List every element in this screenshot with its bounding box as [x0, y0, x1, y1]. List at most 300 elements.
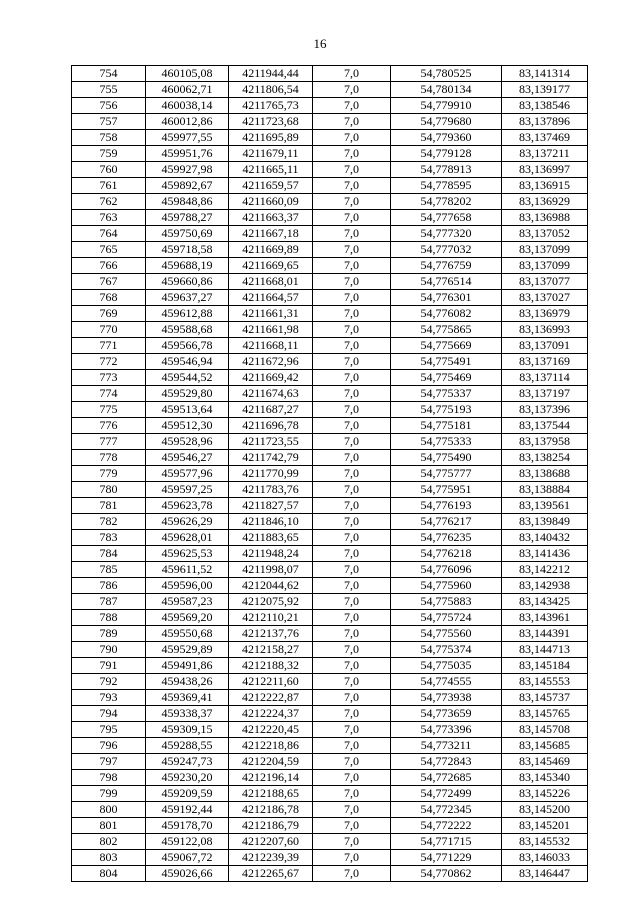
y-coordinate-cell: 4211668,01	[229, 274, 313, 290]
value-cell: 7,0	[313, 674, 391, 690]
x-coordinate-cell: 459596,00	[146, 578, 229, 594]
latitude-cell: 54,776217	[391, 514, 502, 530]
latitude-cell: 54,775951	[391, 482, 502, 498]
value-cell: 7,0	[313, 114, 391, 130]
latitude-cell: 54,775491	[391, 354, 502, 370]
point-number-cell: 755	[72, 82, 146, 98]
table-row	[72, 834, 588, 850]
value-cell: 7,0	[313, 226, 391, 242]
longitude-cell: 83,145184	[502, 658, 588, 674]
point-number-cell: 773	[72, 370, 146, 386]
latitude-cell: 54,776096	[391, 562, 502, 578]
latitude-cell: 54,775337	[391, 386, 502, 402]
longitude-cell: 83,146447	[502, 866, 588, 882]
table-row	[72, 610, 588, 626]
longitude-cell: 83,143425	[502, 594, 588, 610]
x-coordinate-cell: 459628,01	[146, 530, 229, 546]
x-coordinate-cell: 459528,96	[146, 434, 229, 450]
x-coordinate-cell: 459192,44	[146, 802, 229, 818]
value-cell: 7,0	[313, 162, 391, 178]
y-coordinate-cell: 4211827,57	[229, 498, 313, 514]
longitude-cell: 83,137396	[502, 402, 588, 418]
longitude-cell: 83,137197	[502, 386, 588, 402]
point-number-cell: 787	[72, 594, 146, 610]
point-number-cell: 785	[72, 562, 146, 578]
longitude-cell: 83,139561	[502, 498, 588, 514]
x-coordinate-cell: 459660,86	[146, 274, 229, 290]
y-coordinate-cell: 4211669,42	[229, 370, 313, 386]
table-row	[72, 674, 588, 690]
y-coordinate-cell: 4211723,68	[229, 114, 313, 130]
value-cell: 7,0	[313, 562, 391, 578]
value-cell: 7,0	[313, 130, 391, 146]
longitude-cell: 83,136997	[502, 162, 588, 178]
longitude-cell: 83,141436	[502, 546, 588, 562]
y-coordinate-cell: 4211770,99	[229, 466, 313, 482]
latitude-cell: 54,773211	[391, 738, 502, 754]
longitude-cell: 83,136993	[502, 322, 588, 338]
table-row	[72, 290, 588, 306]
x-coordinate-cell: 459587,23	[146, 594, 229, 610]
x-coordinate-cell: 459848,86	[146, 194, 229, 210]
table-row	[72, 146, 588, 162]
y-coordinate-cell: 4212265,67	[229, 866, 313, 882]
value-cell: 7,0	[313, 754, 391, 770]
latitude-cell: 54,779360	[391, 130, 502, 146]
latitude-cell: 54,775374	[391, 642, 502, 658]
table-row	[72, 114, 588, 130]
value-cell: 7,0	[313, 738, 391, 754]
table-row	[72, 642, 588, 658]
longitude-cell: 83,145685	[502, 738, 588, 754]
latitude-cell: 54,780134	[391, 82, 502, 98]
point-number-cell: 790	[72, 642, 146, 658]
latitude-cell: 54,772222	[391, 818, 502, 834]
point-number-cell: 803	[72, 850, 146, 866]
table-row	[72, 594, 588, 610]
x-coordinate-cell: 459612,88	[146, 306, 229, 322]
value-cell: 7,0	[313, 834, 391, 850]
y-coordinate-cell: 4211806,54	[229, 82, 313, 98]
table-row	[72, 258, 588, 274]
point-number-cell: 772	[72, 354, 146, 370]
latitude-cell: 54,773659	[391, 706, 502, 722]
point-number-cell: 766	[72, 258, 146, 274]
x-coordinate-cell: 459122,08	[146, 834, 229, 850]
table-row	[72, 514, 588, 530]
x-coordinate-cell: 459892,67	[146, 178, 229, 194]
y-coordinate-cell: 4212204,59	[229, 754, 313, 770]
longitude-cell: 83,146033	[502, 850, 588, 866]
value-cell: 7,0	[313, 626, 391, 642]
table-row	[72, 130, 588, 146]
value-cell: 7,0	[313, 658, 391, 674]
table-row	[72, 386, 588, 402]
x-coordinate-cell: 459544,52	[146, 370, 229, 386]
point-number-cell: 786	[72, 578, 146, 594]
table-row	[72, 466, 588, 482]
x-coordinate-cell: 459288,55	[146, 738, 229, 754]
table-row	[72, 242, 588, 258]
point-number-cell: 791	[72, 658, 146, 674]
longitude-cell: 83,137114	[502, 370, 588, 386]
y-coordinate-cell: 4211661,98	[229, 322, 313, 338]
longitude-cell: 83,137958	[502, 434, 588, 450]
latitude-cell: 54,773938	[391, 690, 502, 706]
value-cell: 7,0	[313, 386, 391, 402]
table-row	[72, 450, 588, 466]
y-coordinate-cell: 4211668,11	[229, 338, 313, 354]
point-number-cell: 777	[72, 434, 146, 450]
x-coordinate-cell: 459788,27	[146, 210, 229, 226]
table-row	[72, 402, 588, 418]
y-coordinate-cell: 4211672,96	[229, 354, 313, 370]
point-number-cell: 767	[72, 274, 146, 290]
x-coordinate-cell: 459626,29	[146, 514, 229, 530]
latitude-cell: 54,772843	[391, 754, 502, 770]
point-number-cell: 771	[72, 338, 146, 354]
longitude-cell: 83,137896	[502, 114, 588, 130]
latitude-cell: 54,776218	[391, 546, 502, 562]
y-coordinate-cell: 4212220,45	[229, 722, 313, 738]
y-coordinate-cell: 4212218,86	[229, 738, 313, 754]
latitude-cell: 54,775560	[391, 626, 502, 642]
x-coordinate-cell: 459688,19	[146, 258, 229, 274]
value-cell: 7,0	[313, 706, 391, 722]
table-row	[72, 498, 588, 514]
value-cell: 7,0	[313, 338, 391, 354]
longitude-cell: 83,137077	[502, 274, 588, 290]
x-coordinate-cell: 459550,68	[146, 626, 229, 642]
table-row	[72, 354, 588, 370]
x-coordinate-cell: 459577,96	[146, 466, 229, 482]
value-cell: 7,0	[313, 322, 391, 338]
table-row	[72, 434, 588, 450]
table-row	[72, 690, 588, 706]
latitude-cell: 54,778202	[391, 194, 502, 210]
x-coordinate-cell: 459569,20	[146, 610, 229, 626]
latitude-cell: 54,771715	[391, 834, 502, 850]
x-coordinate-cell: 460038,14	[146, 98, 229, 114]
point-number-cell: 783	[72, 530, 146, 546]
point-number-cell: 759	[72, 146, 146, 162]
value-cell: 7,0	[313, 594, 391, 610]
longitude-cell: 83,137544	[502, 418, 588, 434]
value-cell: 7,0	[313, 850, 391, 866]
longitude-cell: 83,137469	[502, 130, 588, 146]
latitude-cell: 54,776235	[391, 530, 502, 546]
point-number-cell: 769	[72, 306, 146, 322]
latitude-cell: 54,775193	[391, 402, 502, 418]
point-number-cell: 756	[72, 98, 146, 114]
table-row	[72, 370, 588, 386]
y-coordinate-cell: 4211742,79	[229, 450, 313, 466]
y-coordinate-cell: 4212196,14	[229, 770, 313, 786]
value-cell: 7,0	[313, 770, 391, 786]
value-cell: 7,0	[313, 690, 391, 706]
value-cell: 7,0	[313, 306, 391, 322]
point-number-cell: 792	[72, 674, 146, 690]
value-cell: 7,0	[313, 178, 391, 194]
longitude-cell: 83,138254	[502, 450, 588, 466]
longitude-cell: 83,137169	[502, 354, 588, 370]
table-row	[72, 818, 588, 834]
table-row	[72, 226, 588, 242]
x-coordinate-cell: 459067,72	[146, 850, 229, 866]
table-row	[72, 194, 588, 210]
x-coordinate-cell: 460012,86	[146, 114, 229, 130]
longitude-cell: 83,137099	[502, 242, 588, 258]
point-number-cell: 765	[72, 242, 146, 258]
longitude-cell: 83,145226	[502, 786, 588, 802]
table-row	[72, 178, 588, 194]
y-coordinate-cell: 4211669,89	[229, 242, 313, 258]
longitude-cell: 83,142212	[502, 562, 588, 578]
point-number-cell: 757	[72, 114, 146, 130]
latitude-cell: 54,777320	[391, 226, 502, 242]
y-coordinate-cell: 4212188,32	[229, 658, 313, 674]
x-coordinate-cell: 459529,80	[146, 386, 229, 402]
longitude-cell: 83,137211	[502, 146, 588, 162]
x-coordinate-cell: 459611,52	[146, 562, 229, 578]
longitude-cell: 83,138688	[502, 466, 588, 482]
x-coordinate-cell: 459546,94	[146, 354, 229, 370]
point-number-cell: 763	[72, 210, 146, 226]
value-cell: 7,0	[313, 258, 391, 274]
y-coordinate-cell: 4211696,78	[229, 418, 313, 434]
table-row	[72, 418, 588, 434]
point-number-cell: 788	[72, 610, 146, 626]
point-number-cell: 789	[72, 626, 146, 642]
table-row	[72, 562, 588, 578]
value-cell: 7,0	[313, 722, 391, 738]
x-coordinate-cell: 459623,78	[146, 498, 229, 514]
point-number-cell: 794	[72, 706, 146, 722]
y-coordinate-cell: 4212188,65	[229, 786, 313, 802]
y-coordinate-cell: 4212239,39	[229, 850, 313, 866]
point-number-cell: 802	[72, 834, 146, 850]
table-row	[72, 210, 588, 226]
value-cell: 7,0	[313, 242, 391, 258]
value-cell: 7,0	[313, 530, 391, 546]
x-coordinate-cell: 459588,68	[146, 322, 229, 338]
y-coordinate-cell: 4211687,27	[229, 402, 313, 418]
longitude-cell: 83,145708	[502, 722, 588, 738]
y-coordinate-cell: 4212158,27	[229, 642, 313, 658]
value-cell: 7,0	[313, 578, 391, 594]
longitude-cell: 83,138884	[502, 482, 588, 498]
longitude-cell: 83,136979	[502, 306, 588, 322]
point-number-cell: 799	[72, 786, 146, 802]
longitude-cell: 83,137091	[502, 338, 588, 354]
longitude-cell: 83,136915	[502, 178, 588, 194]
y-coordinate-cell: 4212186,79	[229, 818, 313, 834]
y-coordinate-cell: 4211944,44	[229, 66, 313, 82]
value-cell: 7,0	[313, 466, 391, 482]
y-coordinate-cell: 4212222,87	[229, 690, 313, 706]
value-cell: 7,0	[313, 210, 391, 226]
table-row	[72, 482, 588, 498]
y-coordinate-cell: 4211674,63	[229, 386, 313, 402]
point-number-cell: 796	[72, 738, 146, 754]
y-coordinate-cell: 4212207,60	[229, 834, 313, 850]
point-number-cell: 775	[72, 402, 146, 418]
latitude-cell: 54,778913	[391, 162, 502, 178]
point-number-cell: 804	[72, 866, 146, 882]
y-coordinate-cell: 4212075,92	[229, 594, 313, 610]
table-row	[72, 66, 588, 82]
longitude-cell: 83,140432	[502, 530, 588, 546]
y-coordinate-cell: 4211783,76	[229, 482, 313, 498]
y-coordinate-cell: 4211765,73	[229, 98, 313, 114]
latitude-cell: 54,779128	[391, 146, 502, 162]
latitude-cell: 54,771229	[391, 850, 502, 866]
value-cell: 7,0	[313, 402, 391, 418]
x-coordinate-cell: 459637,27	[146, 290, 229, 306]
value-cell: 7,0	[313, 818, 391, 834]
point-number-cell: 793	[72, 690, 146, 706]
table-row	[72, 722, 588, 738]
table-row	[72, 754, 588, 770]
longitude-cell: 83,139177	[502, 82, 588, 98]
x-coordinate-cell: 459309,15	[146, 722, 229, 738]
x-coordinate-cell: 459951,76	[146, 146, 229, 162]
value-cell: 7,0	[313, 482, 391, 498]
latitude-cell: 54,775669	[391, 338, 502, 354]
longitude-cell: 83,137052	[502, 226, 588, 242]
latitude-cell: 54,775490	[391, 450, 502, 466]
longitude-cell: 83,145340	[502, 770, 588, 786]
latitude-cell: 54,775883	[391, 594, 502, 610]
x-coordinate-cell: 459718,58	[146, 242, 229, 258]
latitude-cell: 54,780525	[391, 66, 502, 82]
value-cell: 7,0	[313, 82, 391, 98]
y-coordinate-cell: 4211998,07	[229, 562, 313, 578]
x-coordinate-cell: 459566,78	[146, 338, 229, 354]
latitude-cell: 54,772499	[391, 786, 502, 802]
longitude-cell: 83,137027	[502, 290, 588, 306]
x-coordinate-cell: 459491,86	[146, 658, 229, 674]
latitude-cell: 54,775865	[391, 322, 502, 338]
value-cell: 7,0	[313, 514, 391, 530]
y-coordinate-cell: 4211665,11	[229, 162, 313, 178]
y-coordinate-cell: 4211846,10	[229, 514, 313, 530]
longitude-cell: 83,142938	[502, 578, 588, 594]
y-coordinate-cell: 4212186,78	[229, 802, 313, 818]
x-coordinate-cell: 459438,26	[146, 674, 229, 690]
longitude-cell: 83,136988	[502, 210, 588, 226]
y-coordinate-cell: 4211695,89	[229, 130, 313, 146]
x-coordinate-cell: 459178,70	[146, 818, 229, 834]
longitude-cell: 83,144391	[502, 626, 588, 642]
point-number-cell: 776	[72, 418, 146, 434]
y-coordinate-cell: 4211664,57	[229, 290, 313, 306]
point-number-cell: 762	[72, 194, 146, 210]
value-cell: 7,0	[313, 418, 391, 434]
y-coordinate-cell: 4212110,21	[229, 610, 313, 626]
point-number-cell: 780	[72, 482, 146, 498]
table-row	[72, 738, 588, 754]
value-cell: 7,0	[313, 66, 391, 82]
x-coordinate-cell: 459338,37	[146, 706, 229, 722]
x-coordinate-cell: 459512,30	[146, 418, 229, 434]
value-cell: 7,0	[313, 146, 391, 162]
x-coordinate-cell: 459977,55	[146, 130, 229, 146]
y-coordinate-cell: 4211679,11	[229, 146, 313, 162]
value-cell: 7,0	[313, 434, 391, 450]
y-coordinate-cell: 4211661,31	[229, 306, 313, 322]
value-cell: 7,0	[313, 274, 391, 290]
value-cell: 7,0	[313, 98, 391, 114]
point-number-cell: 800	[72, 802, 146, 818]
table-row	[72, 322, 588, 338]
latitude-cell: 54,775724	[391, 610, 502, 626]
longitude-cell: 83,138546	[502, 98, 588, 114]
longitude-cell: 83,145553	[502, 674, 588, 690]
table-row	[72, 306, 588, 322]
value-cell: 7,0	[313, 610, 391, 626]
table-row	[72, 802, 588, 818]
latitude-cell: 54,772345	[391, 802, 502, 818]
y-coordinate-cell: 4212137,76	[229, 626, 313, 642]
table-row	[72, 658, 588, 674]
latitude-cell: 54,775960	[391, 578, 502, 594]
longitude-cell: 83,144713	[502, 642, 588, 658]
latitude-cell: 54,772685	[391, 770, 502, 786]
table-row	[72, 98, 588, 114]
x-coordinate-cell: 459750,69	[146, 226, 229, 242]
coordinates-table	[71, 65, 588, 882]
point-number-cell: 795	[72, 722, 146, 738]
latitude-cell: 54,777658	[391, 210, 502, 226]
point-number-cell: 768	[72, 290, 146, 306]
value-cell: 7,0	[313, 354, 391, 370]
x-coordinate-cell: 459026,66	[146, 866, 229, 882]
latitude-cell: 54,776759	[391, 258, 502, 274]
table-row	[72, 850, 588, 866]
point-number-cell: 774	[72, 386, 146, 402]
y-coordinate-cell: 4211663,37	[229, 210, 313, 226]
point-number-cell: 754	[72, 66, 146, 82]
y-coordinate-cell: 4211660,09	[229, 194, 313, 210]
latitude-cell: 54,777032	[391, 242, 502, 258]
latitude-cell: 54,776193	[391, 498, 502, 514]
table-row	[72, 274, 588, 290]
latitude-cell: 54,776301	[391, 290, 502, 306]
x-coordinate-cell: 460062,71	[146, 82, 229, 98]
value-cell: 7,0	[313, 642, 391, 658]
value-cell: 7,0	[313, 370, 391, 386]
x-coordinate-cell: 459529,89	[146, 642, 229, 658]
latitude-cell: 54,779680	[391, 114, 502, 130]
table-row	[72, 626, 588, 642]
table-row	[72, 338, 588, 354]
x-coordinate-cell: 459369,41	[146, 690, 229, 706]
value-cell: 7,0	[313, 498, 391, 514]
latitude-cell: 54,775035	[391, 658, 502, 674]
latitude-cell: 54,775181	[391, 418, 502, 434]
y-coordinate-cell: 4211669,65	[229, 258, 313, 274]
point-number-cell: 778	[72, 450, 146, 466]
longitude-cell: 83,145469	[502, 754, 588, 770]
x-coordinate-cell: 459625,53	[146, 546, 229, 562]
x-coordinate-cell: 459209,59	[146, 786, 229, 802]
table-row	[72, 546, 588, 562]
point-number-cell: 760	[72, 162, 146, 178]
value-cell: 7,0	[313, 290, 391, 306]
longitude-cell: 83,137099	[502, 258, 588, 274]
table-row	[72, 770, 588, 786]
